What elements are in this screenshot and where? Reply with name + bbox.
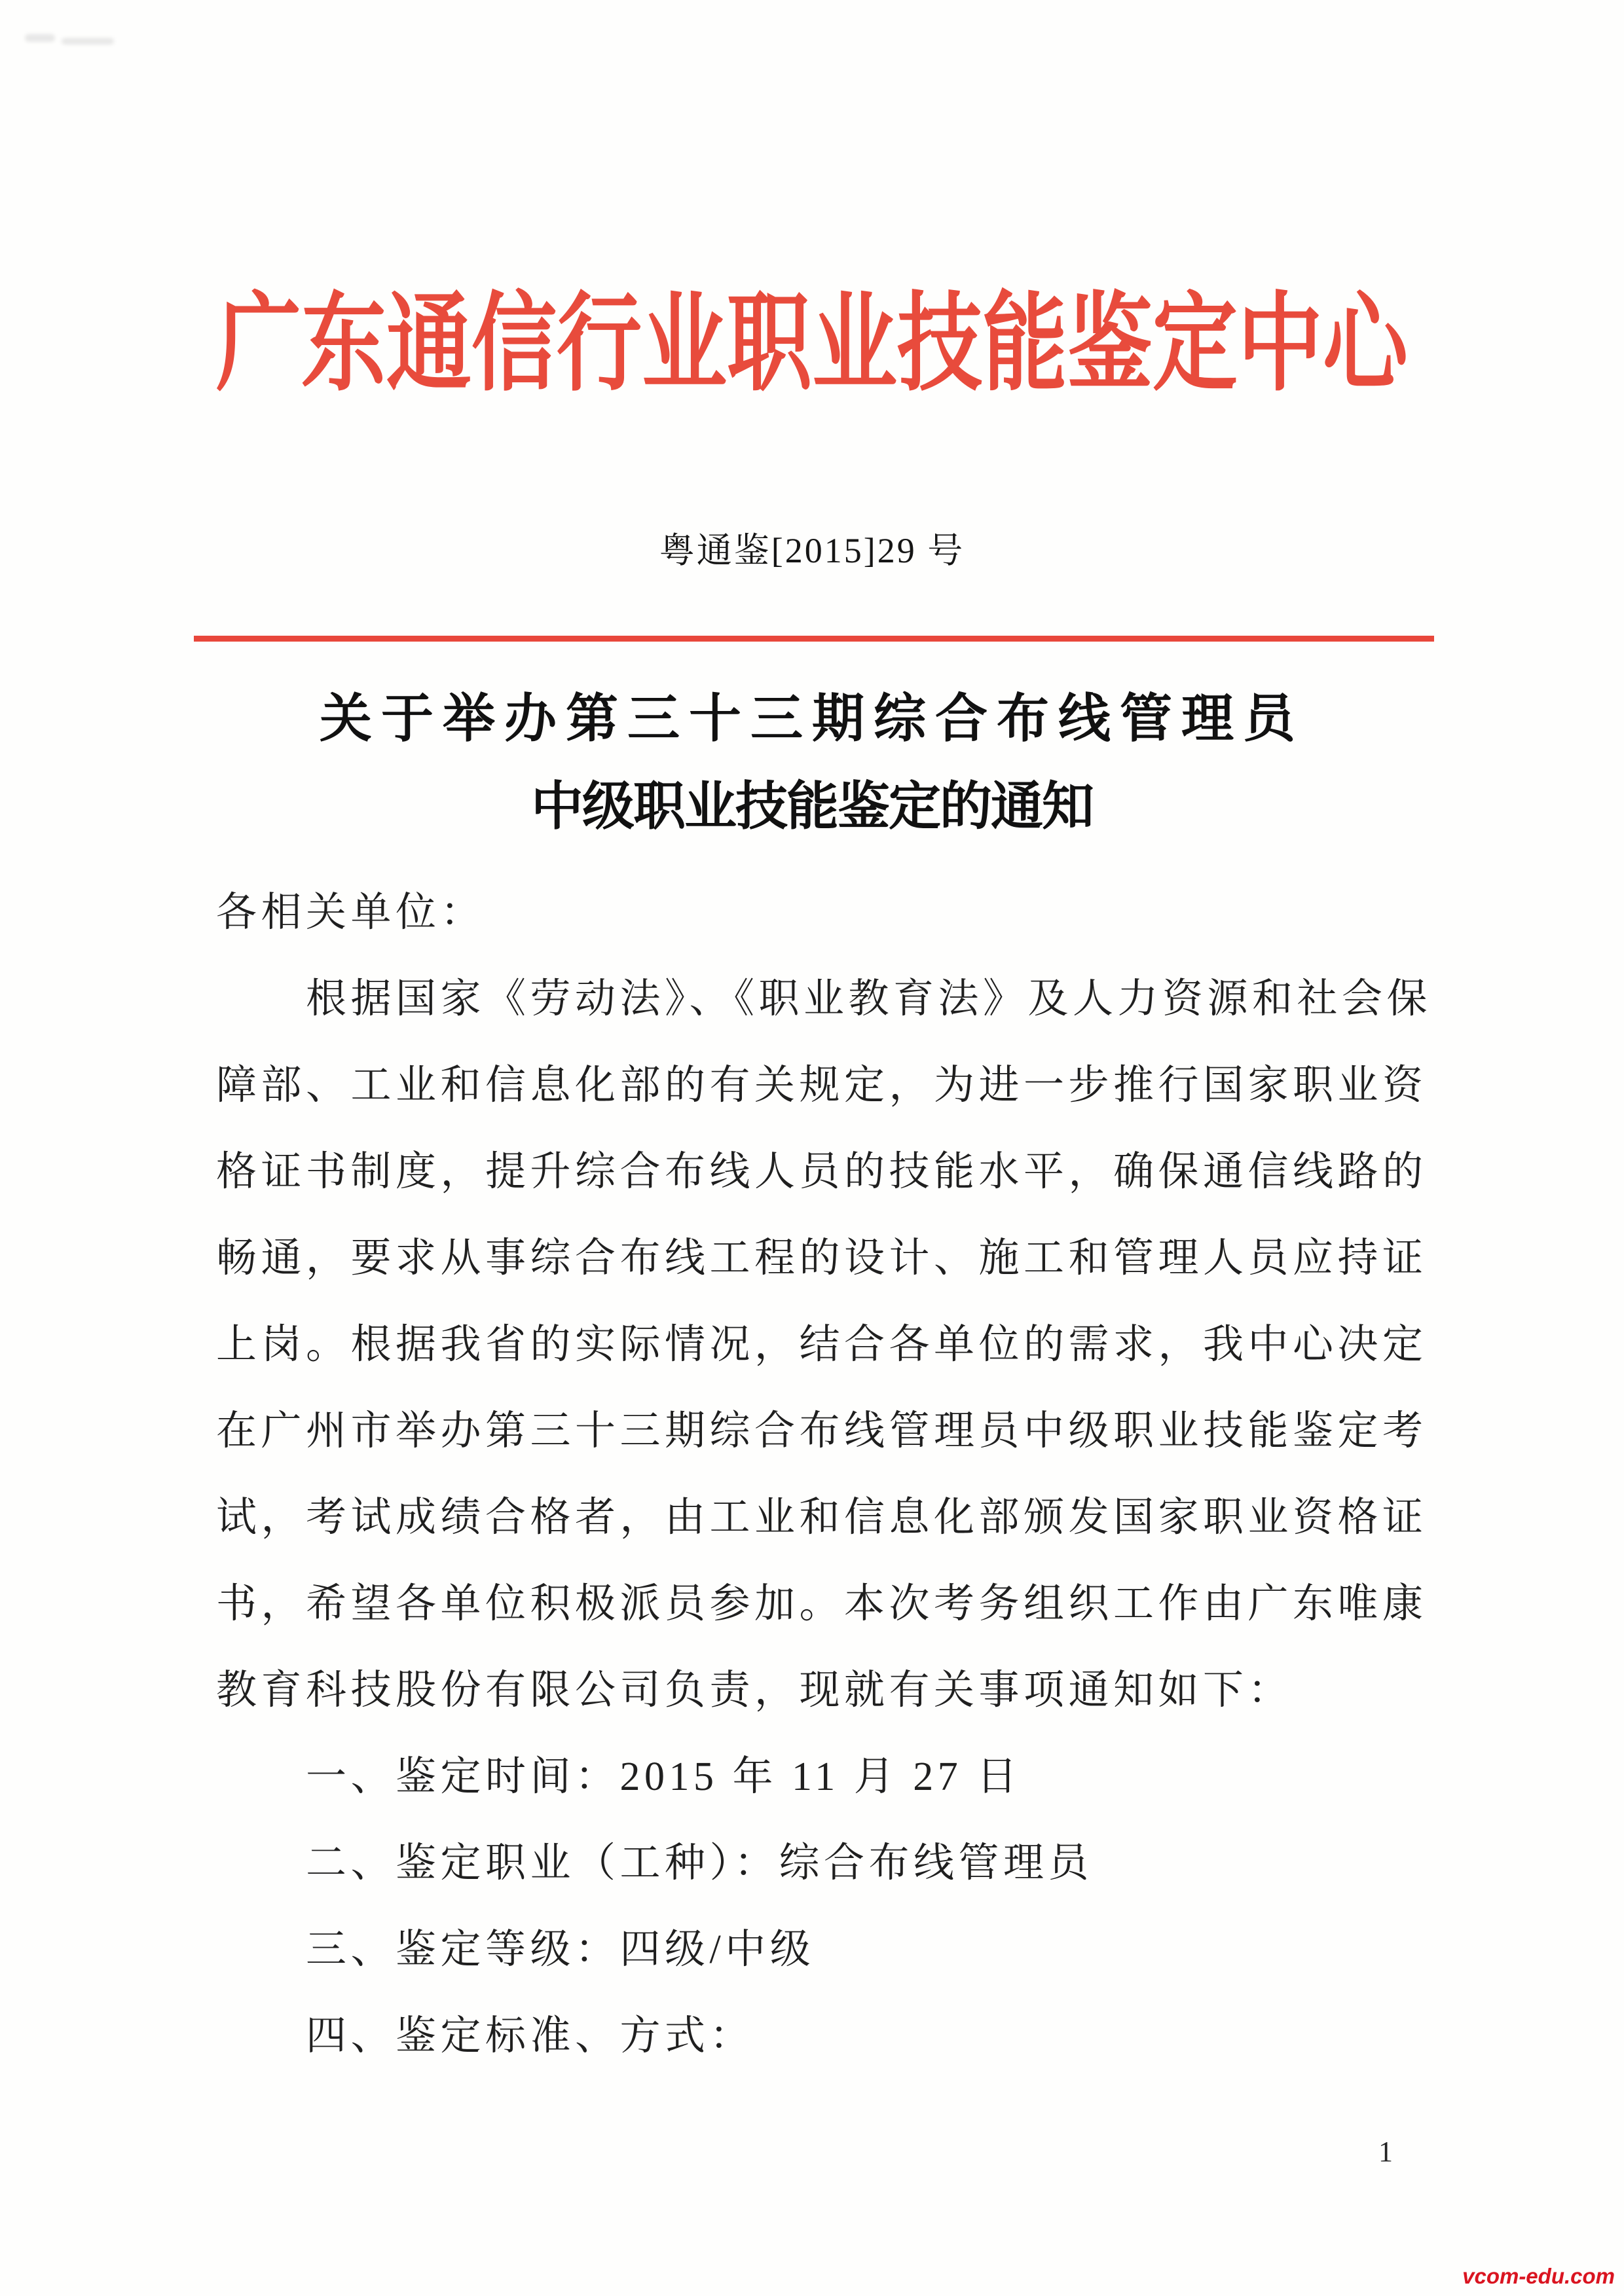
page-number: 1 [1378, 2136, 1393, 2168]
salutation: 各相关单位： [216, 890, 486, 935]
list-item-3-appraisal-level: 三、鉴定等级：四级/中级 [306, 1927, 815, 1972]
body-line: 试，考试成绩合格者，由工业和信息化部颁发国家职业资格证 [216, 1495, 1428, 1540]
list-item-4-appraisal-standard: 四、鉴定标准、方式： [306, 2014, 755, 2058]
document-number: 粤通鉴[2015]29 号 [659, 531, 965, 570]
notice-title-line2: 中级职业技能鉴定的通知 [531, 778, 1093, 836]
scan-artifact [25, 34, 55, 42]
letterhead-title-text: 广东通信行业职业技能鉴定中心 [215, 285, 1408, 405]
scan-artifact [62, 38, 114, 45]
body-line: 上岗。根据我省的实际情况，结合各单位的需求，我中心决定 [216, 1322, 1428, 1367]
list-item-2-appraisal-occupation: 二、鉴定职业（工种）：综合布线管理员 [306, 1841, 1094, 1886]
red-divider-line [194, 636, 1434, 642]
body-line: 畅通，要求从事综合布线工程的设计、施工和管理人员应持证 [216, 1236, 1428, 1281]
letterhead-title [0, 285, 1624, 405]
body-line: 根据国家《劳动法》、《职业教育法》及人力资源和社会保 [306, 977, 1432, 1021]
body-line: 障部、工业和信息化部的有关规定，为进一步推行国家职业资 [216, 1063, 1428, 1108]
body-line: 格证书制度，提升综合布线人员的技能水平，确保通信线路的 [216, 1150, 1428, 1194]
body-line: 书，希望各单位积极派员参加。本次考务组织工作由广东唯康 [216, 1582, 1428, 1626]
list-item-1-appraisal-time: 一、鉴定时间：2015 年 11 月 27 日 [306, 1755, 1022, 1799]
watermark-url: vcom-edu.com [1462, 2264, 1615, 2288]
body-line: 教育科技股份有限公司负责，现就有关事项通知如下： [216, 1668, 1293, 1713]
body-line: 在广州市举办第三十三期综合布线管理员中级职业技能鉴定考 [216, 1409, 1428, 1453]
notice-title [0, 676, 1624, 851]
notice-title-line1: 关于举办第三十三期综合布线管理员 [320, 691, 1304, 748]
notice-body [216, 869, 1434, 2079]
